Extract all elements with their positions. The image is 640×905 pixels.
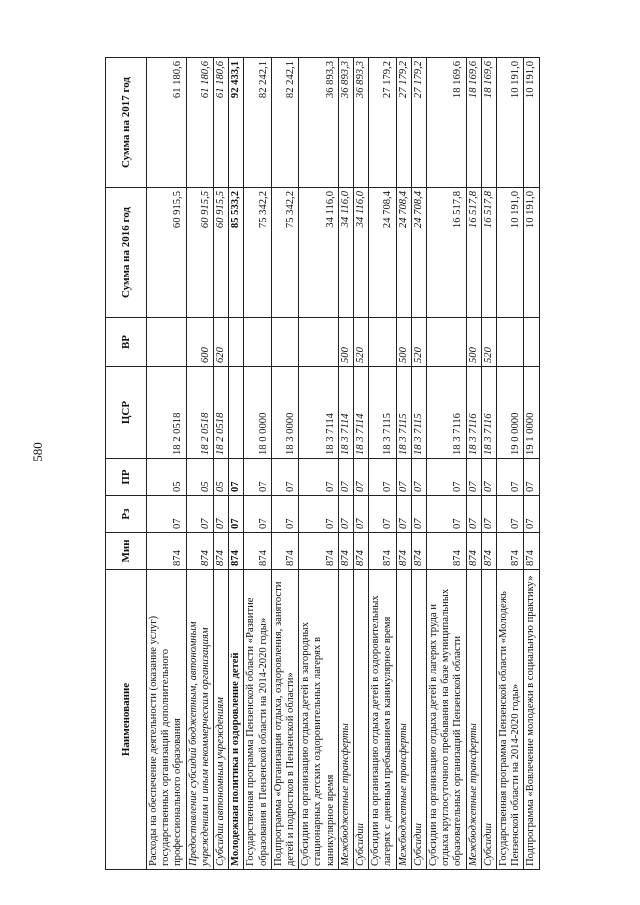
cell-pr: 05 [147,459,187,496]
cell-sum-2016: 10 191,0 [524,188,539,318]
cell-min: 874 [369,533,396,570]
cell-name: Молодежная политика и оздоровление детей [229,570,244,870]
cell-vr [427,318,467,367]
cell-sum-2017: 61 180,6 [147,58,187,188]
cell-pr: 07 [299,459,339,496]
cell-sum-2016: 75 342,2 [244,188,271,318]
page-number: 580 [30,442,45,462]
cell-rz: 07 [271,496,298,533]
cell-min: 874 [524,533,539,570]
cell-rz: 07 [524,496,539,533]
cell-min: 874 [229,533,244,570]
cell-vr [244,318,271,367]
cell-pr: 07 [466,459,481,496]
cell-csr: 18 3 7114 [299,367,339,459]
cell-name: Предоставление субсидий бюджетным, автономным учреждениям и иным некоммерческим организациям [186,570,213,870]
cell-sum-2017: 10 191,0 [524,58,539,188]
cell-sum-2017: 61 180,6 [186,58,213,188]
cell-vr [497,318,524,367]
table-row [271,58,298,870]
cell-vr [229,318,244,367]
cell-name: Государственная программа Пензенской области «Развитие образования в Пензенской области на 2014-2020 годы» [244,570,271,870]
cell-min: 874 [427,533,467,570]
cell-vr: 500 [466,318,481,367]
cell-name: Межбюджетные трансферты [338,570,353,870]
cell-min: 874 [466,533,481,570]
cell-vr: 600 [186,318,213,367]
cell-vr: 620 [214,318,229,367]
table-row [244,58,271,870]
cell-rz: 07 [466,496,481,533]
cell-name: Субсидии на организацию отдыха детей в оздоровительных лагерях с дневным пребыванием в каникулярное время [369,570,396,870]
cell-sum-2016: 16 517,8 [466,188,481,318]
cell-min: 874 [271,533,298,570]
cell-rz: 07 [396,496,411,533]
cell-csr: 18 2 0518 [214,367,229,459]
cell-vr [271,318,298,367]
cell-sum-2017: 36 893,3 [299,58,339,188]
cell-sum-2017: 36 893,3 [354,58,369,188]
cell-pr: 07 [411,459,426,496]
table-row [338,58,353,870]
cell-pr: 07 [244,459,271,496]
cell-min: 874 [354,533,369,570]
cell-sum-2016: 85 533,2 [229,188,244,318]
cell-pr: 07 [369,459,396,496]
cell-rz: 07 [354,496,369,533]
cell-min: 874 [481,533,496,570]
table-row [229,58,244,870]
table-row [524,58,539,870]
cell-pr: 05 [214,459,229,496]
cell-csr: 18 3 7116 [481,367,496,459]
cell-csr: 18 3 7116 [466,367,481,459]
cell-name: Субсидии автономным учреждениям [214,570,229,870]
table-row [214,58,229,870]
table-row [396,58,411,870]
table-row [147,58,187,870]
cell-name: Субсидии на организацию отдыха детей в загородных стационарных детских оздоровительных лагерях в каникулярное время [299,570,339,870]
cell-csr: 18 2 0518 [186,367,213,459]
cell-vr: 500 [338,318,353,367]
table-body [147,58,540,870]
cell-sum-2016: 24 708,4 [411,188,426,318]
cell-vr [369,318,396,367]
cell-vr [147,318,187,367]
cell-sum-2016: 75 342,2 [271,188,298,318]
cell-pr: 07 [481,459,496,496]
cell-vr: 500 [396,318,411,367]
cell-min: 874 [214,533,229,570]
cell-sum-2017: 61 180,6 [214,58,229,188]
cell-vr [524,318,539,367]
header-min: Мин [106,533,147,570]
cell-vr [299,318,339,367]
rotated-page-content [105,58,565,870]
cell-name: Субсидии [411,570,426,870]
cell-csr: 18 3 7116 [427,367,467,459]
cell-name: Межбюджетные трансферты [466,570,481,870]
cell-sum-2017: 27 179,2 [369,58,396,188]
cell-name: Субсидии на организацию отдыха детей в лагерях труда и отдыха круглосуточного пребывания на базе муниципальных образовательных организаций Пензенской области [427,570,467,870]
cell-csr: 18 3 7114 [354,367,369,459]
header-csr: ЦСР [106,367,147,459]
cell-pr: 07 [271,459,298,496]
cell-sum-2017: 18 169,6 [427,58,467,188]
cell-rz: 07 [229,496,244,533]
table-row [427,58,467,870]
cell-name: Подпрограмма «Организация отдыха, оздоровления, занятости детей и подростков в Пензенской области» [271,570,298,870]
cell-pr: 07 [497,459,524,496]
cell-rz: 07 [338,496,353,533]
cell-sum-2016: 60 915,5 [186,188,213,318]
cell-sum-2017: 82 242,1 [244,58,271,188]
table-row [354,58,369,870]
cell-min: 874 [186,533,213,570]
cell-sum-2017: 92 433,1 [229,58,244,188]
budget-table [105,57,540,870]
table-row [369,58,396,870]
cell-rz: 07 [214,496,229,533]
header-pr: ПР [106,459,147,496]
cell-min: 874 [411,533,426,570]
table-row [186,58,213,870]
cell-sum-2016: 60 915,5 [147,188,187,318]
cell-pr: 05 [186,459,213,496]
cell-name: Государственная программа Пензенской области «Молодежь Пензенской области на 2014-2020 годы» [497,570,524,870]
header-name: Наименование [106,570,147,870]
cell-sum-2017: 10 191,0 [497,58,524,188]
cell-csr: 18 3 7115 [396,367,411,459]
table-row [481,58,496,870]
cell-csr [229,367,244,459]
table-row [497,58,524,870]
header-sum-2016: Сумма на 2016 год [106,188,147,318]
table-row [466,58,481,870]
cell-csr: 18 3 7114 [338,367,353,459]
cell-name: Межбюджетные трансферты [396,570,411,870]
cell-sum-2017: 18 169,6 [466,58,481,188]
cell-rz: 07 [244,496,271,533]
cell-min: 874 [338,533,353,570]
cell-min: 874 [147,533,187,570]
cell-pr: 07 [524,459,539,496]
cell-sum-2017: 82 242,1 [271,58,298,188]
cell-pr: 07 [354,459,369,496]
cell-rz: 07 [299,496,339,533]
cell-sum-2016: 34 116,0 [354,188,369,318]
cell-sum-2016: 24 708,4 [369,188,396,318]
cell-rz: 07 [186,496,213,533]
header-vr: ВР [106,318,147,367]
cell-sum-2016: 16 517,8 [427,188,467,318]
cell-sum-2016: 34 116,0 [338,188,353,318]
cell-sum-2017: 18 169,6 [481,58,496,188]
cell-min: 874 [497,533,524,570]
cell-pr: 07 [229,459,244,496]
cell-csr: 18 3 0000 [271,367,298,459]
cell-min: 874 [244,533,271,570]
cell-sum-2016: 24 708,4 [396,188,411,318]
table-row [299,58,339,870]
cell-pr: 07 [338,459,353,496]
cell-csr: 19 1 0000 [524,367,539,459]
cell-name: Расходы на обеспечение деятельности (оказание услуг) государственных организаций дополнительного профессионального образования [147,570,187,870]
table-row [411,58,426,870]
cell-rz: 07 [497,496,524,533]
cell-sum-2017: 27 179,2 [396,58,411,188]
cell-name: Субсидии [354,570,369,870]
cell-sum-2016: 34 116,0 [299,188,339,318]
cell-sum-2017: 27 179,2 [411,58,426,188]
cell-csr: 18 0 0000 [244,367,271,459]
cell-min: 874 [299,533,339,570]
cell-name: Подпрограмма «Вовлечение молодежи в социальную практику» [524,570,539,870]
cell-pr: 07 [427,459,467,496]
cell-rz: 07 [147,496,187,533]
cell-rz: 07 [411,496,426,533]
cell-min: 874 [396,533,411,570]
cell-csr: 18 2 0518 [147,367,187,459]
cell-csr: 18 3 7115 [411,367,426,459]
cell-csr: 19 0 0000 [497,367,524,459]
cell-vr: 520 [481,318,496,367]
cell-sum-2016: 10 191,0 [497,188,524,318]
cell-csr: 18 3 7115 [369,367,396,459]
cell-pr: 07 [396,459,411,496]
cell-sum-2017: 36 893,3 [338,58,353,188]
cell-rz: 07 [481,496,496,533]
cell-sum-2016: 60 915,5 [214,188,229,318]
header-rz: Рз [106,496,147,533]
header-sum-2017: Сумма на 2017 год [106,58,147,188]
cell-name: Субсидии [481,570,496,870]
table-header-row [106,58,147,870]
cell-sum-2016: 16 517,8 [481,188,496,318]
cell-rz: 07 [369,496,396,533]
cell-rz: 07 [427,496,467,533]
cell-vr: 520 [354,318,369,367]
cell-vr: 520 [411,318,426,367]
